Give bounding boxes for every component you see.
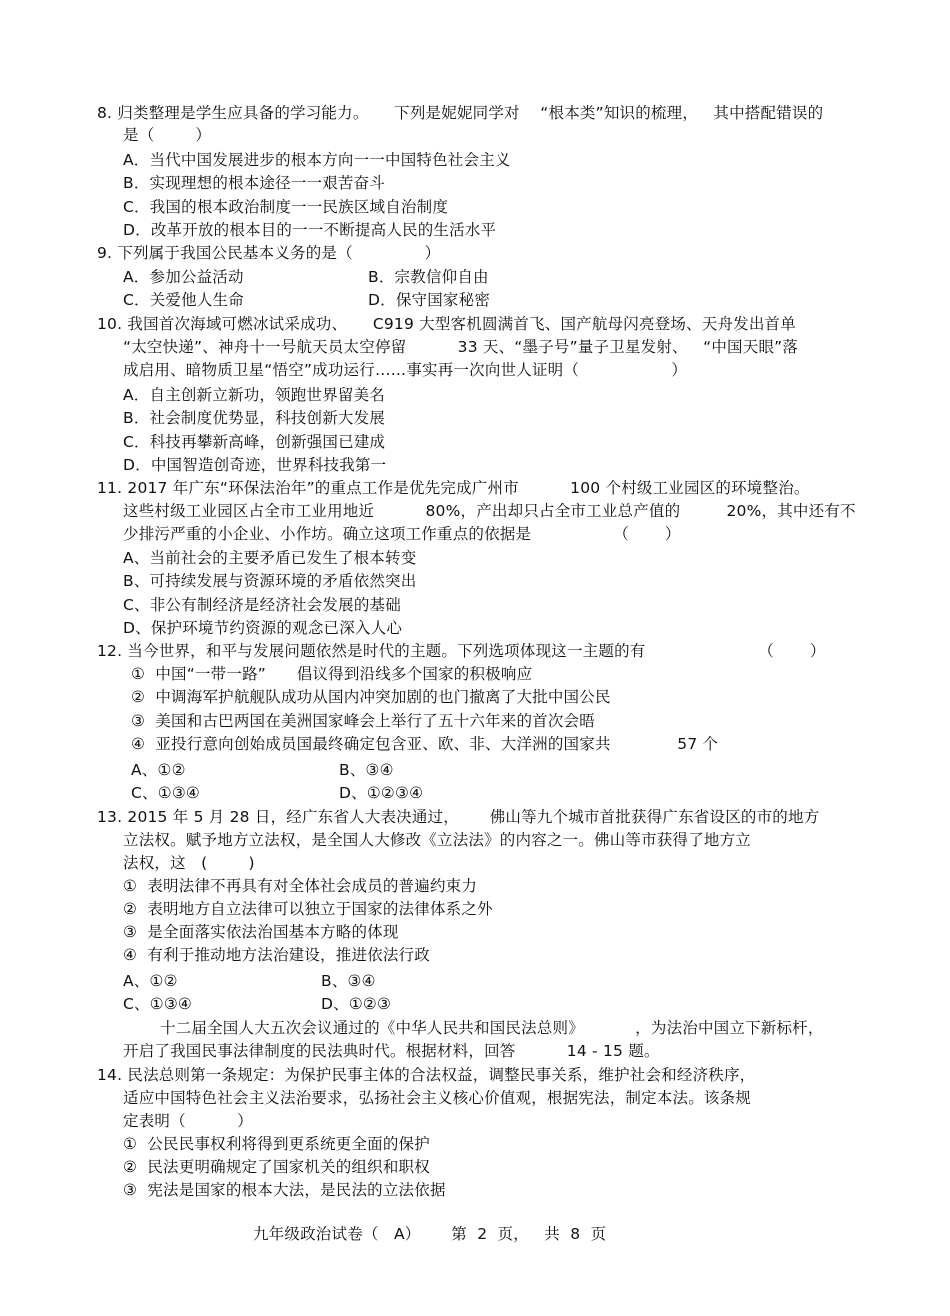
q8-option-c: C．我国的根本政治制度一一民族区域自治制度 [123, 198, 449, 216]
q9-option-b: B．宗教信仰自由 [368, 268, 489, 286]
q10-stem-cont: “太空快递”、神舟十一号航天员太空停留 33 天、“墨子号”量子卫星发射、 “中国天眼”落 [123, 338, 799, 356]
q10-option-c: C．科技再攀新高峰，创新强国已建成 [123, 433, 386, 451]
q12-statement-2: ② 中调海军护航舰队成功从国内冲突加剧的也门撤离了大批中国公民 [131, 688, 611, 706]
q10-option-d: D．中国智造创奇迹，世界科技我第一 [123, 456, 387, 474]
q8-option-d: D．改革开放的根本目的一一不断提高人民的生活水平 [123, 221, 497, 239]
q13-option-d: D、①②③ [321, 995, 392, 1013]
q9-option-a: A．参加公益活动 [123, 268, 244, 286]
q13-option-a: A、①② [123, 972, 178, 990]
q8-option-b: B．实现理想的根本途径一一艰苦奋斗 [123, 174, 386, 192]
q10-option-a: A．自主创新立新功，领跑世界留美名 [123, 386, 386, 404]
material-paragraph-cont: 开启了我国民事法律制度的民法典时代。根据材料，回答 14 - 15 题。 [123, 1042, 660, 1060]
q11-option-d: D、保护环境节约资源的观念已深入人心 [123, 619, 403, 637]
q8-option-a: A．当代中国发展进步的根本方向一一中国特色社会主义 [123, 151, 511, 169]
q14-stem-cont: 定表明（ ） [123, 1112, 253, 1130]
q14-statement-3: ③ 宪法是国家的根本大法，是民法的立法依据 [123, 1181, 446, 1199]
q9-option-c: C．关爱他人生命 [123, 291, 244, 309]
q11-stem-cont: 这些村级工业园区占全市工业用地近 80%，产出却只占全市工业总产值的 20%，其中还有不 [123, 502, 856, 520]
q14-statement-2: ② 民法更明确规定了国家机关的组织和职权 [123, 1158, 430, 1176]
q11-option-a: A、当前社会的主要矛盾已发生了根本转变 [123, 549, 417, 567]
q8-stem-cont: 是（ ） [123, 126, 212, 144]
q11-stem: 11. 2017 年广东“环保法治年”的重点工作是优先完成广州市 100 个村级工业园区的环境整治。 [97, 479, 810, 497]
q12-statement-4: ④ 亚投行意向创始成员国最终确定包含亚、欧、非、大洋洲的国家共 57 个 [131, 735, 719, 753]
material-paragraph: 十二届全国人大五次会议通过的《中华人民共和国民法总则》 ，为法治中国立下新标杆， [160, 1019, 824, 1037]
q11-option-b: B、可持续发展与资源环境的矛盾依然突出 [123, 572, 417, 590]
q12-option-a: A、①② [131, 761, 186, 779]
q12-statement-3: ③ 美国和古巴两国在美洲国家峰会上举行了五十六年来的首次会晤 [131, 712, 595, 730]
q13-statement-4: ④ 有利于推动地方法治建设，推进依法行政 [123, 946, 430, 964]
q8-stem: 8. 归类整理是学生应具备的学习能力。 下列是妮妮同学对 “根本类”知识的梳理， 其中搭配错误的 [97, 104, 824, 122]
q13-option-c: C、①③④ [123, 995, 193, 1013]
q14-stem-cont: 适应中国特色社会主义法治要求，弘扬社会主义核心价值观，根据宪法，制定本法。该条规 [123, 1089, 752, 1107]
q10-option-b: B．社会制度优势显，科技创新大发展 [123, 409, 386, 427]
q12-option-b: B、③④ [339, 761, 394, 779]
q13-stem-cont: 法权，这 ( ) [123, 854, 255, 872]
q12-option-d: D、①②③④ [339, 784, 424, 802]
q13-stem: 13. 2015 年 5 月 28 日，经广东省人大表决通过， 佛山等九个城市首批获得广东省设区的市的地方 [97, 808, 820, 826]
q13-statement-1: ① 表明法律不再具有对全体社会成员的普遍约束力 [123, 877, 478, 895]
q12-option-c: C、①③④ [131, 784, 201, 802]
q12-stem: 12. 当今世界，和平与发展问题依然是时代的主题。下列选项体现这一主题的有 （ ） [97, 642, 826, 660]
q11-option-c: C、非公有制经济是经济社会发展的基础 [123, 596, 401, 614]
q14-stem: 14. 民法总则第一条规定：为保护民事主体的合法权益，调整民事关系，维护社会和经济秩序， [97, 1066, 756, 1084]
q10-stem: 10. 我国首次海域可燃冰试采成功、 C919 大型客机圆满首飞、国产航母闪亮登场、天舟发出首单 [97, 315, 796, 333]
q13-stem-cont: 立法权。赋予地方立法权，是全国人大修改《立法法》的内容之一。佛山等市获得了地方立 [123, 831, 752, 849]
q12-statement-1: ① 中国“一带一路” 倡议得到沿线多个国家的积极响应 [131, 665, 533, 683]
q9-option-d: D．保守国家秘密 [368, 291, 491, 309]
q10-stem-cont: 成启用、暗物质卫星“悟空”成功运行……事实再一次向世人证明（ ） [123, 361, 688, 379]
q13-statement-3: ③ 是全面落实依法治国基本方略的体现 [123, 923, 399, 941]
q14-statement-1: ① 公民民事权利将得到更系统更全面的保护 [123, 1135, 430, 1153]
q9-stem: 9. 下列属于我国公民基本义务的是（ ） [97, 244, 441, 262]
q13-statement-2: ② 表明地方自立法律可以独立于国家的法律体系之外 [123, 900, 493, 918]
q13-option-b: B、③④ [321, 972, 376, 990]
q11-stem-cont: 少排污严重的小企业、小作坊。确立这项工作重点的依据是 （ ） [123, 525, 681, 543]
page-footer: 九年级政治试卷（ A） 第 2 页， 共 8 页 [253, 1225, 607, 1243]
